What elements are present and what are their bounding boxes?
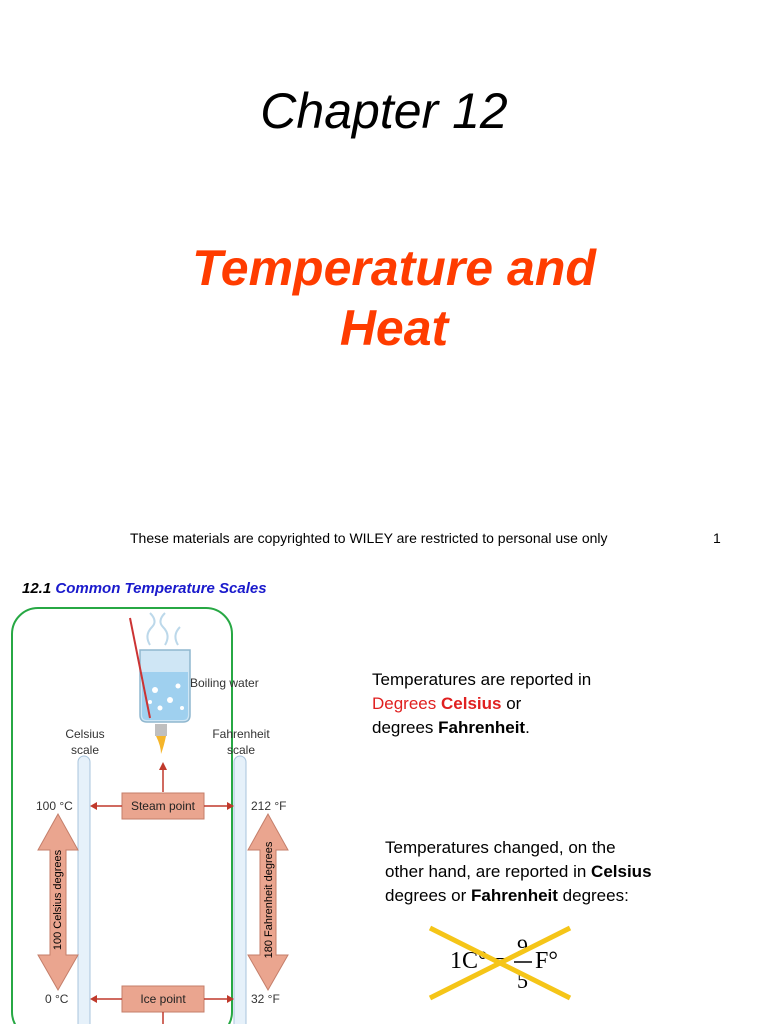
fahrenheit-thermometer [234, 756, 246, 1024]
para1-line3 [372, 716, 591, 740]
section-title: Common Temperature Scales [55, 580, 267, 597]
slide-title-line1: Temperature and [192, 240, 596, 296]
para2-line1: Temperatures changed, on the [385, 838, 616, 857]
fahrenheit-degrees-label: 180 Fahrenheit degrees [263, 841, 275, 959]
celsius-100-label: 100 °C [36, 799, 73, 813]
degrees-text: degrees [372, 718, 434, 737]
slide-title-line2: Heat [339, 300, 449, 356]
formula-numerator: 9 [517, 934, 528, 959]
para2-line3 [385, 884, 705, 908]
para1-line2 [372, 692, 591, 716]
content-slide [0, 560, 768, 1024]
changes-paragraph [385, 836, 705, 908]
para2-celsius-bold: Celsius [591, 862, 652, 881]
para2-fahrenheit-bold: Fahrenheit [471, 886, 558, 905]
reporting-paragraph [372, 668, 591, 740]
slide-title [0, 238, 768, 358]
crossed-formula [420, 918, 580, 1018]
fahrenheit-scale-label: Fahrenheit scale [212, 727, 270, 757]
formula-denominator: 5 [517, 968, 528, 993]
celsius-scale-label: Celsius scale [65, 727, 105, 757]
para2-line2-text: other hand, are reported in [385, 862, 587, 881]
formula-right: F° [535, 948, 558, 974]
para1-line1: Temperatures are reported in [372, 670, 592, 689]
fahrenheit-32-label: 32 °F [251, 992, 280, 1006]
steam-point-label: Steam point [130, 799, 196, 813]
fahrenheit-bold-text: Fahrenheit [438, 718, 526, 737]
copyright-footer: These materials are copyrighted to WILEY are restricted to personal use only [130, 530, 608, 546]
fahrenheit-212-label: 212 °F [251, 799, 287, 813]
para2-line3-end: degrees: [562, 886, 629, 905]
period-text: . [525, 718, 530, 737]
flame-icon [155, 724, 167, 754]
section-heading [22, 580, 267, 597]
temperature-scales-figure [0, 600, 300, 1024]
page-number: 1 [713, 530, 721, 546]
ice-point-label: Ice point [140, 992, 186, 1006]
celsius-bold-text: Celsius [441, 694, 502, 713]
chapter-heading: Chapter 12 [260, 83, 508, 139]
degrees-red-text: Degrees [372, 694, 437, 713]
boiling-water-label: Boiling water [190, 676, 259, 690]
celsius-degrees-label: 100 Celsius degrees [52, 849, 64, 951]
formula-left: 1C° [450, 948, 488, 974]
or-text: or [506, 694, 522, 713]
formula-svg [420, 918, 580, 1018]
section-number: 12.1 [22, 580, 52, 597]
celsius-0-label: 0 °C [45, 992, 69, 1006]
celsius-thermometer [78, 756, 90, 1024]
para2-line3-text: degrees or [385, 886, 467, 905]
para2-line2 [385, 860, 705, 884]
